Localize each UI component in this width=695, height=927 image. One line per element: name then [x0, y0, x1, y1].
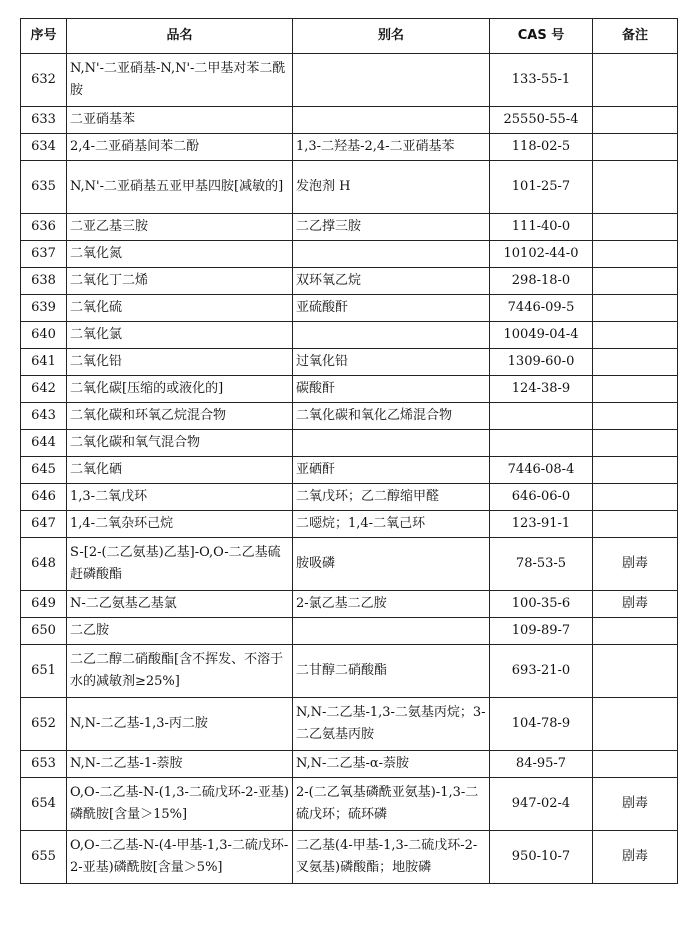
cell-alias: N,N-二乙基-1,3-二氨基丙烷；3-二乙氨基丙胺	[293, 698, 490, 751]
table-row	[21, 778, 678, 831]
cell-name: 二亚硝基苯	[67, 107, 293, 134]
cell-no: 651	[21, 645, 67, 698]
cell-cas	[490, 403, 593, 430]
cell-no: 654	[21, 778, 67, 831]
cell-note	[593, 54, 678, 107]
cell-note	[593, 403, 678, 430]
cell-alias	[293, 54, 490, 107]
cell-no: 636	[21, 214, 67, 241]
cell-alias: 二乙撑三胺	[293, 214, 490, 241]
cell-alias: 双环氧乙烷	[293, 268, 490, 295]
cell-name: 二氧化硒	[67, 457, 293, 484]
cell-note	[593, 134, 678, 161]
table-row	[21, 698, 678, 751]
table-row	[21, 403, 678, 430]
cell-no: 655	[21, 831, 67, 884]
table-row	[21, 161, 678, 214]
table-row	[21, 618, 678, 645]
cell-note	[593, 751, 678, 778]
cell-cas: 10102-44-0	[490, 241, 593, 268]
cell-no: 637	[21, 241, 67, 268]
cell-note	[593, 457, 678, 484]
cell-note	[593, 376, 678, 403]
cell-name: 二氧化氯	[67, 322, 293, 349]
table-row	[21, 538, 678, 591]
cell-cas: 950-10-7	[490, 831, 593, 884]
cell-cas: 1309-60-0	[490, 349, 593, 376]
table-row	[21, 831, 678, 884]
cell-alias	[293, 430, 490, 457]
cell-no: 640	[21, 322, 67, 349]
cell-name: N,N-二乙基-1-萘胺	[67, 751, 293, 778]
cell-no: 632	[21, 54, 67, 107]
cell-no: 641	[21, 349, 67, 376]
cell-note	[593, 268, 678, 295]
cell-cas: 7446-09-5	[490, 295, 593, 322]
cell-note	[593, 430, 678, 457]
cell-name: 二氧化氮	[67, 241, 293, 268]
cell-no: 650	[21, 618, 67, 645]
cell-no: 642	[21, 376, 67, 403]
cell-no: 649	[21, 591, 67, 618]
cell-alias: 1,3-二羟基-2,4-二亚硝基苯	[293, 134, 490, 161]
cell-note	[593, 511, 678, 538]
header-alias: 别名	[293, 19, 490, 54]
table-row	[21, 107, 678, 134]
cell-no: 653	[21, 751, 67, 778]
table-row	[21, 376, 678, 403]
cell-alias	[293, 618, 490, 645]
cell-note	[593, 214, 678, 241]
table-header-row	[21, 19, 678, 54]
cell-cas: 133-55-1	[490, 54, 593, 107]
cell-name: 2,4-二亚硝基间苯二酚	[67, 134, 293, 161]
cell-note	[593, 241, 678, 268]
cell-name: N,N'-二亚硝基-N,N'-二甲基对苯二酰胺	[67, 54, 293, 107]
cell-note	[593, 484, 678, 511]
cell-alias: 过氧化铅	[293, 349, 490, 376]
cell-note: 剧毒	[593, 538, 678, 591]
cell-cas: 84-95-7	[490, 751, 593, 778]
table-row	[21, 214, 678, 241]
cell-alias: N,N-二乙基-α-萘胺	[293, 751, 490, 778]
cell-name: 二氧化碳[压缩的或液化的]	[67, 376, 293, 403]
cell-alias	[293, 107, 490, 134]
cell-no: 647	[21, 511, 67, 538]
table-row	[21, 511, 678, 538]
cell-note	[593, 698, 678, 751]
cell-note: 剧毒	[593, 591, 678, 618]
cell-name: 二乙二醇二硝酸酯[含不挥发、不溶于水的减敏剂≥25%]	[67, 645, 293, 698]
cell-alias	[293, 322, 490, 349]
cell-no: 634	[21, 134, 67, 161]
table-row	[21, 54, 678, 107]
cell-cas: 7446-08-4	[490, 457, 593, 484]
cell-name: 二氧化铅	[67, 349, 293, 376]
cell-note	[593, 322, 678, 349]
cell-cas: 298-18-0	[490, 268, 593, 295]
chemical-list-table	[20, 18, 678, 884]
cell-note	[593, 161, 678, 214]
cell-note	[593, 349, 678, 376]
cell-alias: 二乙基(4-甲基-1,3-二硫戊环-2-叉氨基)磷酸酯；地胺磷	[293, 831, 490, 884]
cell-note	[593, 645, 678, 698]
cell-note: 剧毒	[593, 778, 678, 831]
cell-cas: 25550-55-4	[490, 107, 593, 134]
table-row	[21, 134, 678, 161]
cell-cas: 100-35-6	[490, 591, 593, 618]
cell-no: 639	[21, 295, 67, 322]
cell-no: 633	[21, 107, 67, 134]
cell-no: 646	[21, 484, 67, 511]
cell-name: 1,4-二氧杂环己烷	[67, 511, 293, 538]
table-row	[21, 751, 678, 778]
table-row	[21, 457, 678, 484]
cell-name: S-[2-(二乙氨基)乙基]-O,O-二乙基硫赶磷酸酯	[67, 538, 293, 591]
cell-name: O,O-二乙基-N-(1,3-二硫戊环-2-亚基)磷酰胺[含量＞15%]	[67, 778, 293, 831]
cell-note	[593, 618, 678, 645]
cell-alias: 二甘醇二硝酸酯	[293, 645, 490, 698]
cell-no: 645	[21, 457, 67, 484]
cell-no: 644	[21, 430, 67, 457]
header-note: 备注	[593, 19, 678, 54]
cell-name: 二氧化丁二烯	[67, 268, 293, 295]
cell-cas: 109-89-7	[490, 618, 593, 645]
cell-alias: 胺吸磷	[293, 538, 490, 591]
cell-name: 二氧化碳和环氧乙烷混合物	[67, 403, 293, 430]
cell-cas: 111-40-0	[490, 214, 593, 241]
cell-alias: 二氧戊环；乙二醇缩甲醛	[293, 484, 490, 511]
cell-note	[593, 295, 678, 322]
table-row	[21, 430, 678, 457]
cell-name: 1,3-二氧戊环	[67, 484, 293, 511]
cell-cas: 124-38-9	[490, 376, 593, 403]
table-row	[21, 645, 678, 698]
cell-cas: 123-91-1	[490, 511, 593, 538]
table-body	[21, 54, 678, 884]
cell-cas: 78-53-5	[490, 538, 593, 591]
cell-cas: 118-02-5	[490, 134, 593, 161]
cell-alias: 二氧化碳和氧化乙烯混合物	[293, 403, 490, 430]
cell-cas: 101-25-7	[490, 161, 593, 214]
table-row	[21, 484, 678, 511]
cell-no: 652	[21, 698, 67, 751]
cell-no: 643	[21, 403, 67, 430]
cell-alias: 二噁烷；1,4-二氧己环	[293, 511, 490, 538]
cell-alias: 亚硫酸酐	[293, 295, 490, 322]
table-row	[21, 241, 678, 268]
header-cas: CAS 号	[490, 19, 593, 54]
cell-cas: 646-06-0	[490, 484, 593, 511]
cell-cas: 10049-04-4	[490, 322, 593, 349]
cell-name: 二氧化硫	[67, 295, 293, 322]
cell-cas	[490, 430, 593, 457]
cell-alias: 碳酸酐	[293, 376, 490, 403]
table-row	[21, 322, 678, 349]
cell-note: 剧毒	[593, 831, 678, 884]
cell-name: N,N'-二亚硝基五亚甲基四胺[减敏的]	[67, 161, 293, 214]
cell-cas: 693-21-0	[490, 645, 593, 698]
table-row	[21, 591, 678, 618]
cell-name: N-二乙氨基乙基氯	[67, 591, 293, 618]
cell-note	[593, 107, 678, 134]
table-row	[21, 295, 678, 322]
cell-alias: 2-(二乙氧基磷酰亚氨基)-1,3-二硫戊环；硫环磷	[293, 778, 490, 831]
header-no: 序号	[21, 19, 67, 54]
cell-alias: 亚硒酐	[293, 457, 490, 484]
cell-name: 二乙胺	[67, 618, 293, 645]
header-name: 品名	[67, 19, 293, 54]
cell-name: 二亚乙基三胺	[67, 214, 293, 241]
cell-alias: 发泡剂 H	[293, 161, 490, 214]
cell-cas: 947-02-4	[490, 778, 593, 831]
cell-name: 二氧化碳和氧气混合物	[67, 430, 293, 457]
cell-name: O,O-二乙基-N-(4-甲基-1,3-二硫戊环-2-亚基)磷酰胺[含量＞5%]	[67, 831, 293, 884]
cell-alias: 2-氯乙基二乙胺	[293, 591, 490, 618]
cell-no: 638	[21, 268, 67, 295]
cell-name: N,N-二乙基-1,3-丙二胺	[67, 698, 293, 751]
cell-cas: 104-78-9	[490, 698, 593, 751]
table-row	[21, 268, 678, 295]
table-row	[21, 349, 678, 376]
cell-no: 635	[21, 161, 67, 214]
cell-no: 648	[21, 538, 67, 591]
cell-alias	[293, 241, 490, 268]
